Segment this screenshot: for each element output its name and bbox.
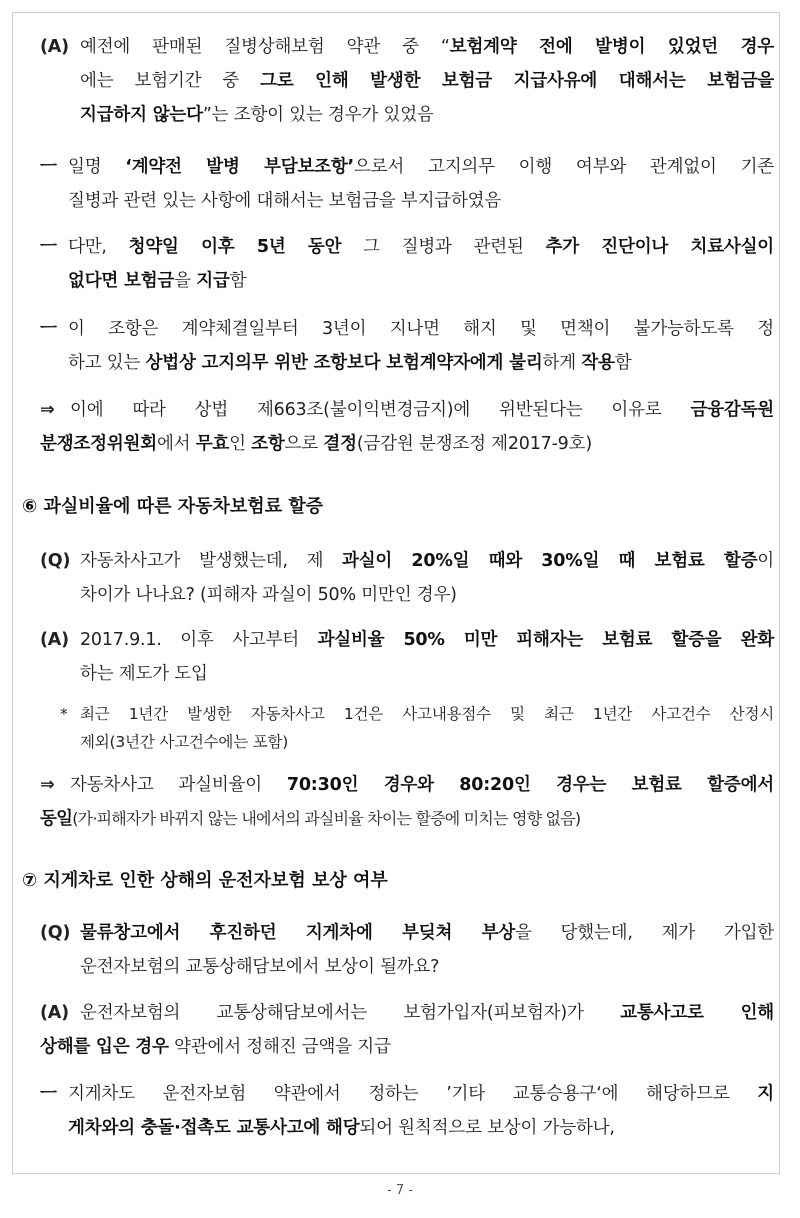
text-line: 차이가 나나요? (피해자 과실이 50% 미만인 경우) [80,585,457,605]
text-line: 운전자보험의 교통상해담보에서는 보험가입자(피보험자)가 교통사고로 인해 [80,1003,775,1023]
dash-block-2 [40,230,774,300]
conclusion-block-6 [40,768,774,838]
answer-marker: (A) [40,630,69,650]
text-line: 지게차도 운전자보험 약관에서 정하는 ’기타 교통승용구‘에 해당하므로 지 [68,1084,774,1104]
text-line: 예전에 판매된 질병상해보험 약관 중 “보험계약 전에 발병이 있었던 경우 [80,37,774,57]
text-line: 이에 따라 상법 제663조(불이익변경금지)에 위반된다는 이유로 금융감독원 [70,400,774,420]
text-line: 게차와의 충돌·접촉도 교통사고에 해당되어 원칙적으로 보상이 가능하나, [68,1118,615,1138]
text-line: 분쟁조정위원회에서 무효인 조항으로 결정(금감원 분쟁조정 제2017-9호) [40,434,592,454]
question-block-7 [40,916,774,986]
answer-block-7 [40,996,774,1066]
arrow-icon: ⇒ [40,400,55,420]
text-line: 없다면 보험금을 지급함 [68,271,247,291]
page-number: - 7 - [387,1183,413,1198]
dash-marker: ㅡ [40,237,57,257]
answer-marker: (A) [40,1003,69,1023]
answer-block-6 [40,623,774,693]
text-line: 2017.9.1. 이후 사고부터 과실비율 50% 미만 피해자는 보험료 할증을 완화 [80,630,774,650]
text-line: 이 조항은 계약체결일부터 3년이 지나면 해지 및 면책이 불가능하도록 정 [68,319,774,339]
asterisk-marker: * [60,705,68,723]
dash-marker: ㅡ [40,157,57,177]
question-marker: (Q) [40,551,71,571]
dash-marker: ㅡ [40,1084,57,1104]
text-line: 자동차사고가 발생했는데, 제 과실이 20%일 때와 30%일 때 보험료 할증이 [80,551,774,571]
text-line: 하는 제도가 도입 [80,664,208,684]
text-line: 물류창고에서 후진하던 지게차에 부딪쳐 부상을 당했는데, 제가 가입한 [80,923,774,943]
conclusion-block-1 [40,393,774,463]
text-line: 질병과 관련 있는 사항에 대해서는 보험금을 부지급하였음 [68,191,502,211]
text-line: 제외(3년간 사고건수에는 포함) [80,733,289,751]
text-line: 다만, 청약일 이후 5년 동안 그 질병과 관련된 추가 진단이나 치료사실이 [68,237,775,257]
dash-block-7 [40,1077,774,1147]
text-line: 운전자보험의 교통상해담보에서 보상이 될까요? [80,957,440,977]
text-line: 자동차사고 과실비율이 70:30인 경우와 80:20인 경우는 보험료 할증에서 [70,775,774,795]
section-heading-6: ⑥ 과실비율에 따른 자동차보험료 할증 [22,496,324,517]
arrow-icon: ⇒ [40,775,55,795]
dash-block-1 [40,150,774,220]
answer-marker: (A) [40,37,69,57]
text-line: 최근 1년간 발생한 자동차사고 1건은 사고내용점수 및 최근 1년간 사고건수 산정시 [80,705,774,723]
section-heading-7: ⑦ 지게차로 인한 상해의 운전자보험 보상 여부 [22,870,388,891]
answer-block-1 [40,30,774,134]
text-line: 일명 ‘계약전 발병 부담보조항’으로서 고지의무 이행 여부와 관계없이 기존 [68,157,774,177]
text-line: 에는 보험기간 중 그로 인해 발생한 보험금 지급사유에 대해서는 보험금을 [80,71,774,91]
text-line: 하고 있는 상법상 고지의무 위반 조항보다 보험계약자에게 불리하게 작용함 [68,353,632,373]
footnote-6 [60,700,774,758]
question-marker: (Q) [40,923,71,943]
question-block-6 [40,544,774,614]
dash-block-3 [40,312,774,382]
text-line: 지급하지 않는다”는 조항이 있는 경우가 있었음 [80,105,434,125]
dash-marker: ㅡ [40,319,57,339]
text-line: 동일(가·피해자가 바뀌지 않는 내에서의 과실비율 차이는 할증에 미치는 영향 없음) [40,809,581,829]
text-line: 상해를 입은 경우 약관에서 정해진 금액을 지급 [40,1037,391,1057]
